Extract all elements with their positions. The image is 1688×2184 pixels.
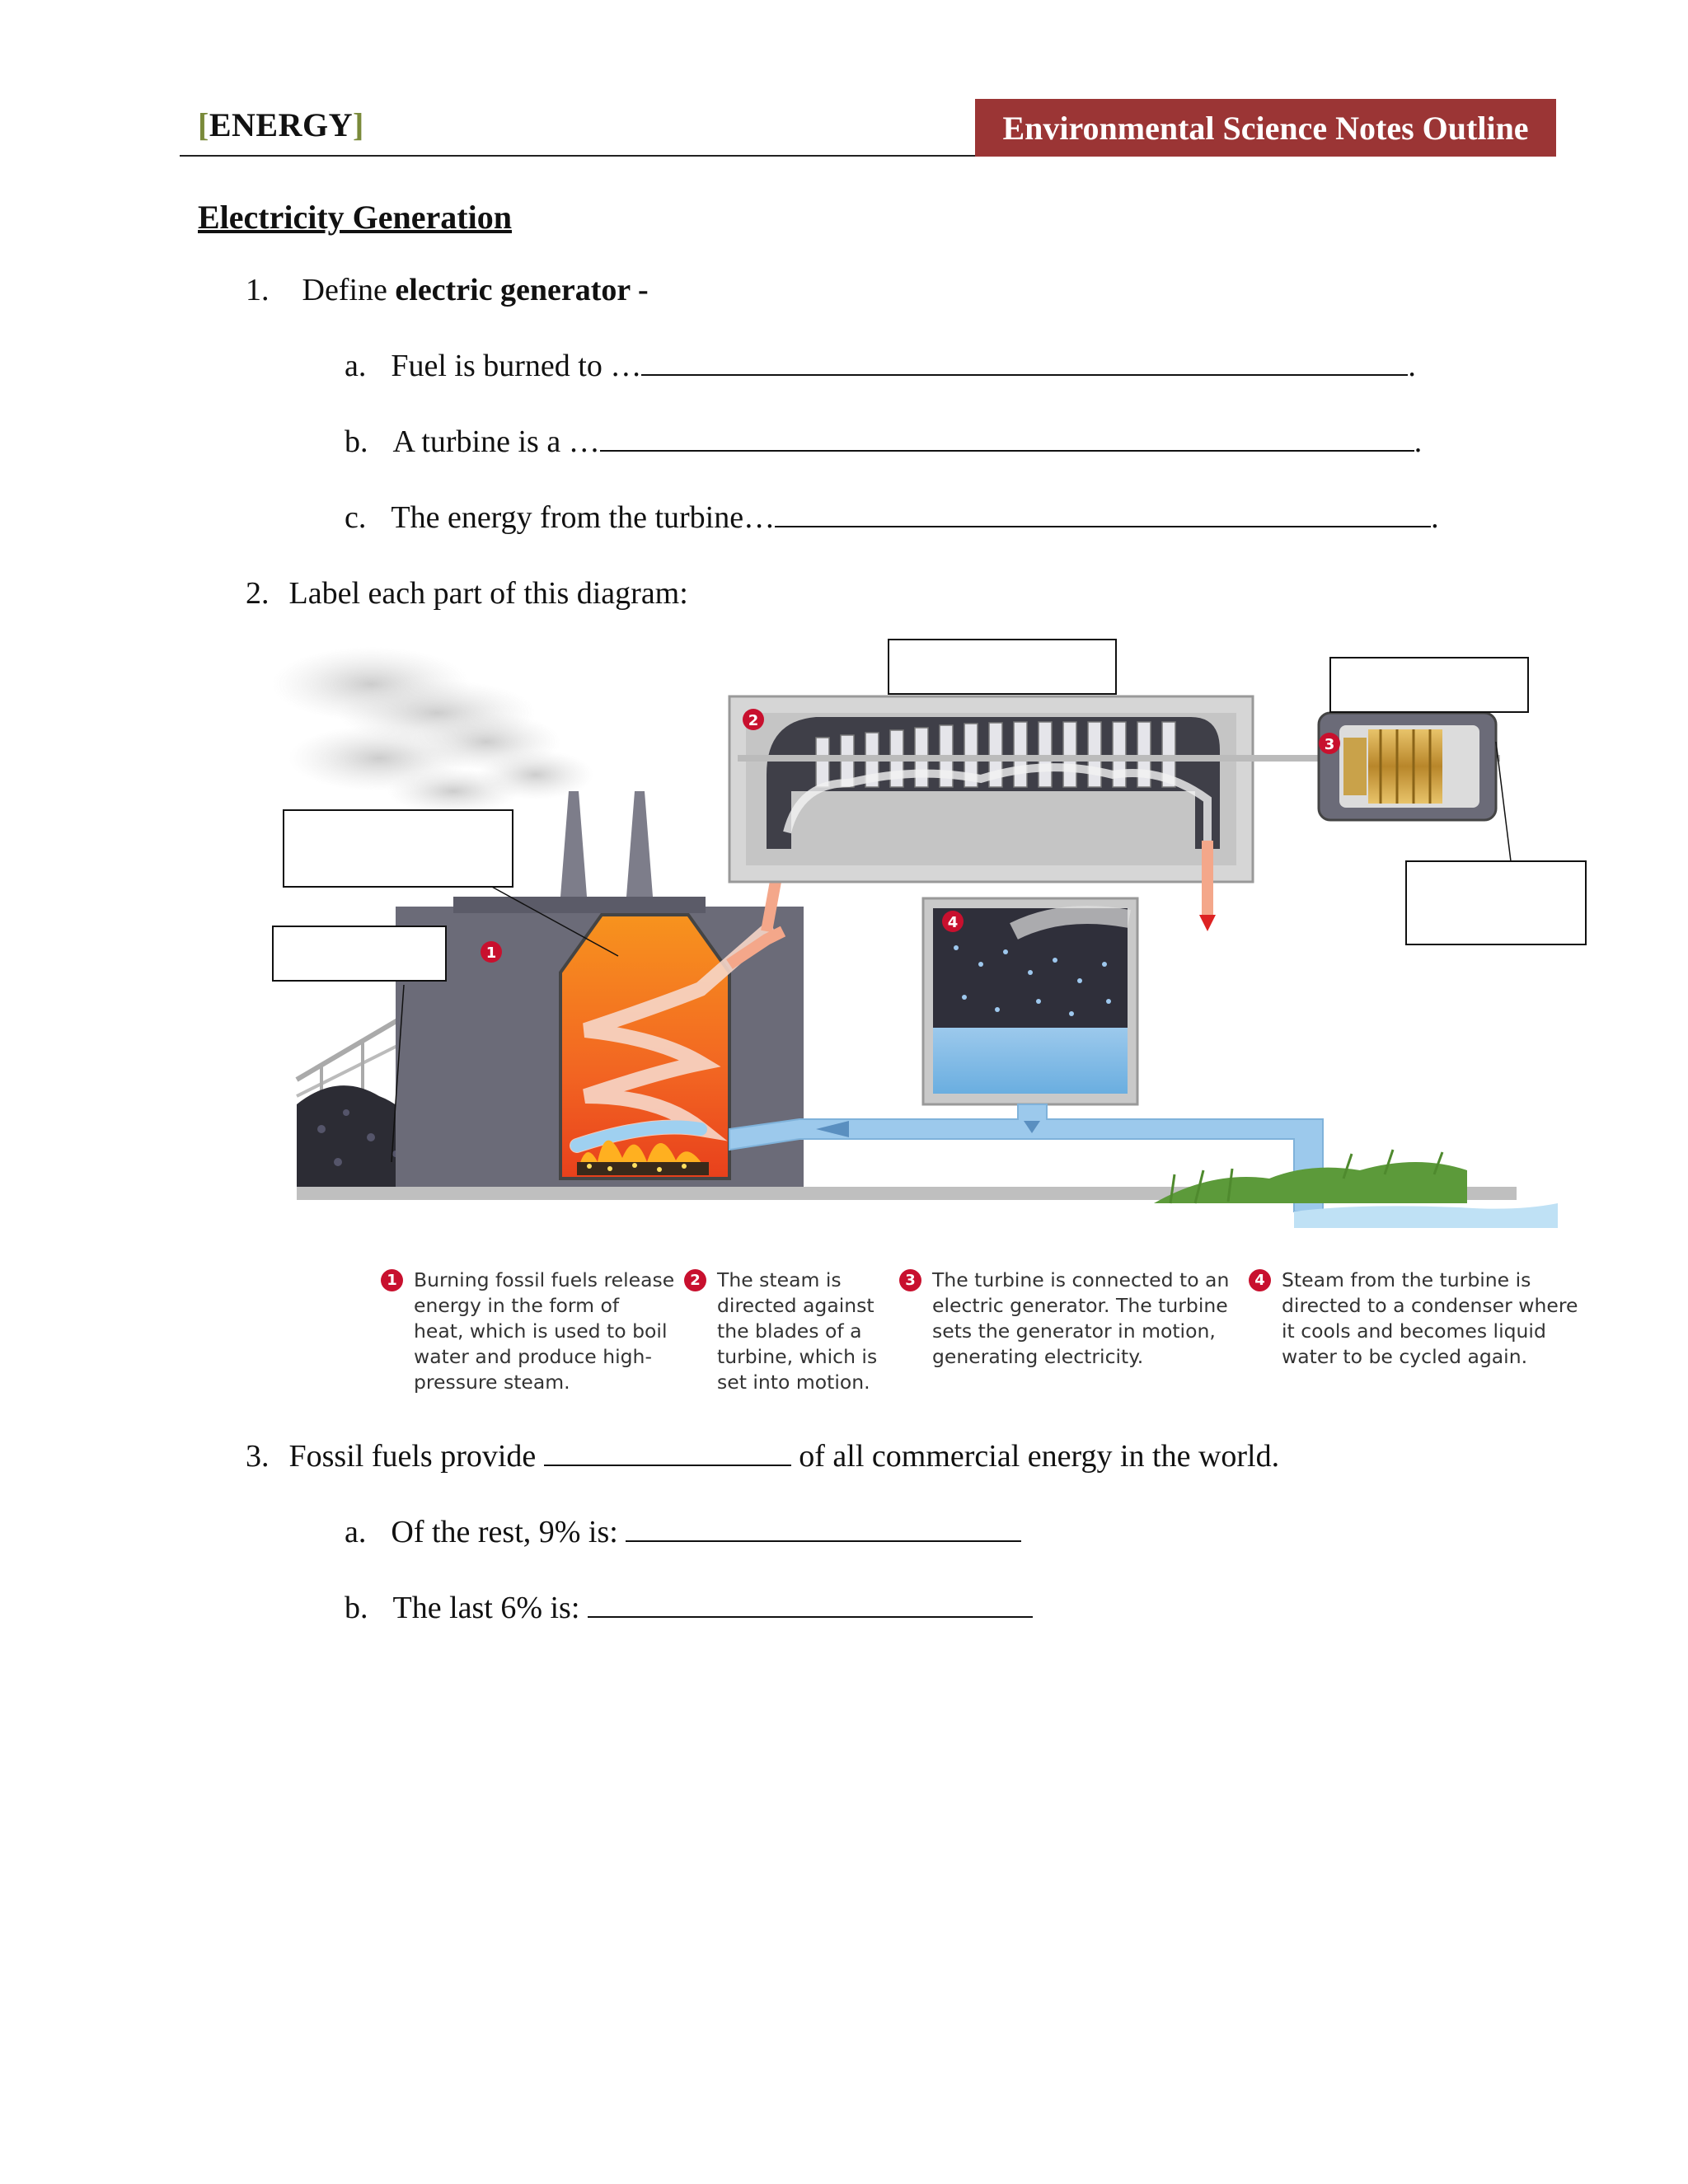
item-text: Fuel is burned to …: [391, 349, 642, 383]
leader-line-generator: [1496, 742, 1511, 861]
caption-line: electric generator. The turbine: [932, 1294, 1228, 1317]
answer-blank[interactable]: [641, 348, 1408, 376]
caption-line: energy in the form of: [414, 1294, 620, 1317]
caption-line: The steam is: [717, 1268, 842, 1291]
badge-3: [1319, 733, 1340, 754]
topic-text: ENERGY: [209, 106, 353, 143]
answer-blank[interactable]: [775, 499, 1431, 527]
item-text: The energy from the turbine…: [391, 500, 776, 535]
label-box-furnace[interactable]: [283, 809, 513, 888]
label-box-generator[interactable]: [1329, 657, 1529, 713]
question-number: 1.: [246, 273, 270, 307]
answer-blank[interactable]: [626, 1514, 1021, 1542]
item-end: .: [1414, 424, 1423, 459]
question-1: [246, 272, 649, 308]
question-1-term: electric generator -: [395, 273, 649, 307]
caption-badge: 1: [381, 1269, 403, 1291]
caption-line: directed against: [717, 1294, 874, 1317]
question-number: 3.: [246, 1439, 270, 1474]
badge-2: [743, 709, 764, 730]
question-3-suffix: of all commercial energy in the world.: [790, 1439, 1280, 1474]
question-1c: [345, 499, 1439, 536]
caption-line: turbine, which is: [717, 1345, 878, 1368]
item-letter: a.: [345, 1515, 367, 1549]
item-text: A turbine is a …: [392, 424, 600, 459]
label-box-turbine[interactable]: [888, 639, 1117, 695]
answer-blank[interactable]: [600, 424, 1414, 452]
question-3a: [345, 1514, 1021, 1550]
question-2: [246, 575, 688, 612]
item-end: .: [1431, 500, 1439, 535]
caption-line: the blades of a: [717, 1319, 862, 1343]
question-2-text: Label each part of this diagram:: [288, 576, 688, 611]
caption-2: [690, 1268, 878, 1395]
caption-1: [387, 1268, 675, 1395]
answer-blank[interactable]: [588, 1590, 1033, 1618]
caption-badge: 3: [899, 1269, 921, 1291]
question-number: 2.: [246, 576, 270, 611]
caption-line: pressure steam.: [414, 1371, 570, 1394]
caption-line: water and produce high-: [414, 1345, 652, 1368]
header-course-box: [975, 99, 1556, 157]
bracket-open: [: [198, 106, 209, 143]
question-3b: [345, 1590, 1033, 1626]
label-box-condenser[interactable]: [1405, 860, 1587, 945]
header-topic: [198, 105, 364, 144]
caption-badge: 2: [684, 1269, 706, 1291]
question-1b: [345, 424, 1422, 460]
item-text: The last 6% is:: [392, 1591, 588, 1625]
caption-line: generating electricity.: [932, 1345, 1144, 1368]
answer-blank[interactable]: [544, 1438, 791, 1466]
caption-line: directed to a condenser where: [1282, 1294, 1578, 1317]
item-end: .: [1408, 349, 1416, 383]
chimney-left: [560, 791, 587, 897]
caption-3: [905, 1268, 1230, 1370]
section-title: Electricity Generation: [198, 199, 512, 236]
question-3-prefix: Fossil fuels provide: [288, 1439, 544, 1474]
power-plant-diagram: [272, 635, 1607, 1236]
badge-4: [942, 911, 964, 932]
caption-4: [1254, 1268, 1578, 1370]
smoke-plume: [272, 647, 593, 814]
badge-1: [481, 941, 502, 963]
svg-text:1: 1: [485, 944, 497, 962]
item-letter: a.: [345, 349, 367, 383]
item-letter: c.: [345, 500, 367, 535]
item-text: Of the rest, 9% is:: [391, 1515, 626, 1549]
label-box-coal[interactable]: [272, 926, 447, 982]
svg-text:3: 3: [1324, 736, 1335, 753]
chimney-right: [626, 791, 653, 897]
question-1-prefix: Define: [302, 273, 396, 307]
question-3: [246, 1438, 1279, 1474]
svg-text:4: 4: [947, 914, 959, 931]
item-letter: b.: [345, 1591, 368, 1625]
caption-line: it cools and becomes liquid: [1282, 1319, 1546, 1343]
caption-line: heat, which is used to boil: [414, 1319, 668, 1343]
caption-line: water to be cycled again.: [1282, 1345, 1528, 1368]
pond: [1294, 1203, 1558, 1228]
caption-line: set into motion.: [717, 1371, 870, 1394]
course-title: Environmental Science Notes Outline: [1002, 109, 1529, 147]
caption-badge: 4: [1249, 1269, 1271, 1291]
caption-line: Burning fossil fuels release: [414, 1268, 675, 1291]
item-letter: b.: [345, 424, 368, 459]
caption-line: The turbine is connected to an: [932, 1268, 1230, 1291]
bracket-close: ]: [352, 106, 364, 143]
question-1a: [345, 348, 1416, 384]
caption-line: sets the generator in motion,: [932, 1319, 1216, 1343]
caption-line: Steam from the turbine is: [1282, 1268, 1531, 1291]
svg-text:2: 2: [748, 712, 759, 729]
